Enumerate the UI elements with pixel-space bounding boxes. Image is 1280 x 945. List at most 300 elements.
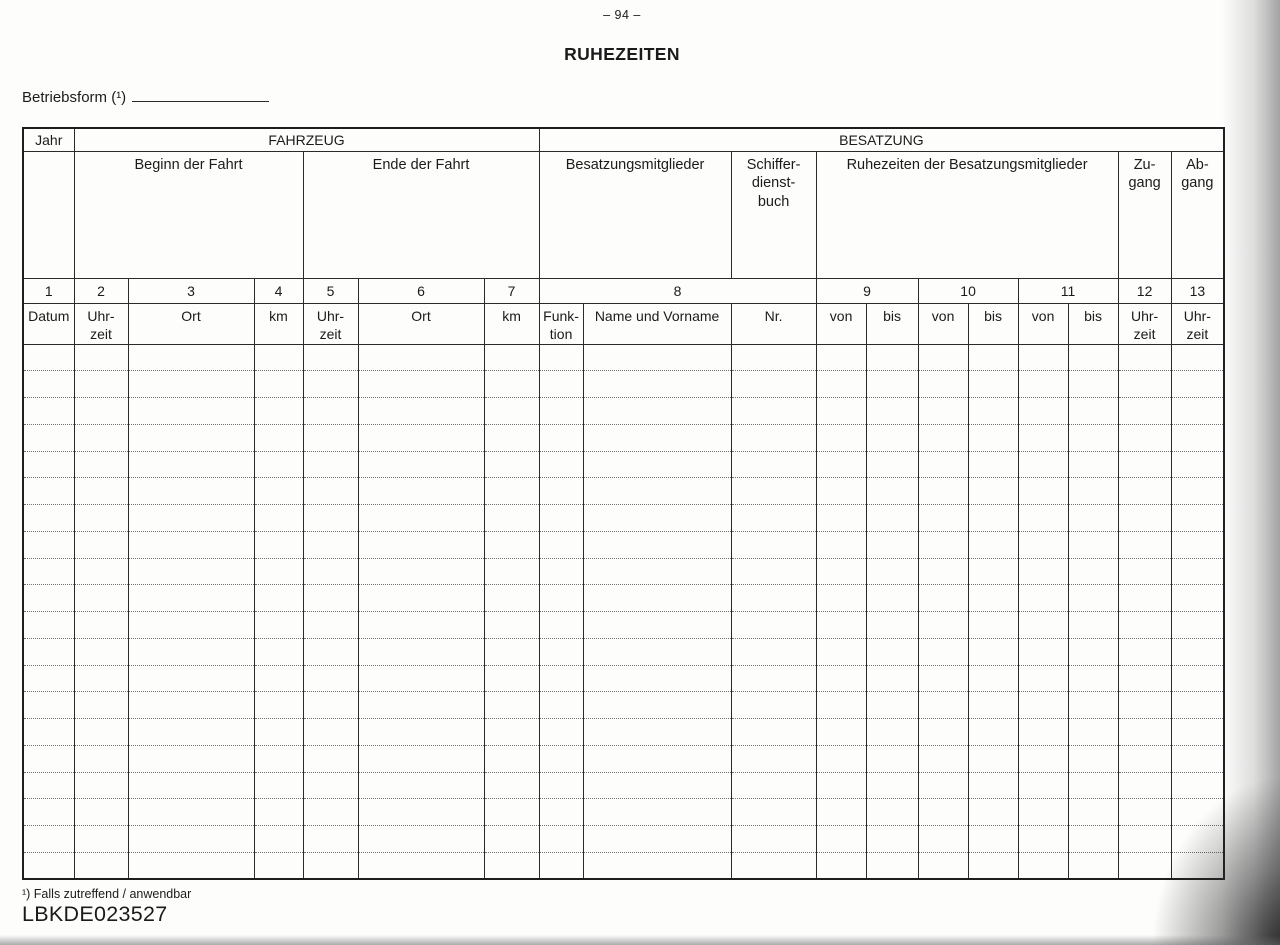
table-cell xyxy=(731,585,816,612)
table-cell xyxy=(731,558,816,585)
table-cell xyxy=(74,719,128,746)
table-cell xyxy=(1018,745,1068,772)
table-cell xyxy=(1171,612,1224,639)
table-cell xyxy=(1118,638,1171,665)
table-cell xyxy=(731,505,816,532)
column-number: 5 xyxy=(303,278,358,303)
table-cell xyxy=(254,398,303,425)
table-row xyxy=(23,612,1224,639)
table-cell xyxy=(866,558,918,585)
column-label: Nr. xyxy=(731,303,816,344)
table-cell xyxy=(583,692,731,719)
table-cell xyxy=(358,826,484,853)
table-cell xyxy=(583,398,731,425)
table-cell xyxy=(539,826,583,853)
table-cell xyxy=(731,398,816,425)
column-label: Uhr- zeit xyxy=(303,303,358,344)
table-cell xyxy=(128,852,254,879)
table-cell xyxy=(731,665,816,692)
table-cell xyxy=(1068,558,1118,585)
table-cell xyxy=(1171,665,1224,692)
table-cell xyxy=(1118,558,1171,585)
table-row xyxy=(23,531,1224,558)
table-cell xyxy=(918,558,968,585)
table-row xyxy=(23,478,1224,505)
table-cell xyxy=(539,612,583,639)
table-cell xyxy=(128,424,254,451)
table-cell xyxy=(1118,585,1171,612)
table-cell xyxy=(484,451,539,478)
table-cell xyxy=(358,478,484,505)
table-cell xyxy=(816,451,866,478)
table-cell xyxy=(968,478,1018,505)
table-cell xyxy=(968,531,1018,558)
table-cell xyxy=(74,665,128,692)
table-cell xyxy=(303,558,358,585)
table-cell xyxy=(23,398,74,425)
table-cell xyxy=(74,692,128,719)
table-cell xyxy=(484,612,539,639)
table-cell xyxy=(1171,799,1224,826)
table-cell xyxy=(1171,505,1224,532)
table-cell xyxy=(816,745,866,772)
table-cell xyxy=(918,424,968,451)
table-cell xyxy=(816,852,866,879)
table-cell xyxy=(1118,612,1171,639)
table-cell xyxy=(1171,638,1224,665)
table-cell xyxy=(1171,719,1224,746)
table-cell xyxy=(918,478,968,505)
table-cell xyxy=(866,398,918,425)
table-cell xyxy=(583,531,731,558)
table-row xyxy=(23,558,1224,585)
table-cell xyxy=(1018,585,1068,612)
table-cell xyxy=(23,424,74,451)
table-row xyxy=(23,638,1224,665)
table-cell xyxy=(816,398,866,425)
table-cell xyxy=(539,799,583,826)
table-cell xyxy=(731,745,816,772)
table-cell xyxy=(23,585,74,612)
table-cell xyxy=(968,852,1018,879)
table-cell xyxy=(1068,638,1118,665)
column-number: 7 xyxy=(484,278,539,303)
table-cell xyxy=(866,478,918,505)
table-cell xyxy=(1068,451,1118,478)
table-cell xyxy=(539,585,583,612)
column-label: von xyxy=(816,303,866,344)
table-cell xyxy=(23,612,74,639)
table-cell xyxy=(816,692,866,719)
table-cell xyxy=(583,719,731,746)
column-label: von xyxy=(1018,303,1068,344)
table-cell xyxy=(74,531,128,558)
table-cell xyxy=(254,826,303,853)
table-cell xyxy=(731,799,816,826)
table-cell xyxy=(539,852,583,879)
table-cell xyxy=(1068,745,1118,772)
table-cell xyxy=(539,424,583,451)
betriebsform-row xyxy=(22,88,269,106)
table-cell xyxy=(74,745,128,772)
table-cell xyxy=(816,344,866,371)
table-cell xyxy=(968,826,1018,853)
table-cell xyxy=(583,665,731,692)
table-cell xyxy=(816,558,866,585)
betriebsform-label: Betriebsform (¹) xyxy=(22,89,127,106)
table-cell xyxy=(1118,398,1171,425)
table-cell xyxy=(866,344,918,371)
table-cell xyxy=(816,772,866,799)
table-cell xyxy=(128,585,254,612)
table-cell xyxy=(484,772,539,799)
table-cell xyxy=(583,826,731,853)
table-cell xyxy=(254,638,303,665)
table-cell xyxy=(968,451,1018,478)
table-cell xyxy=(731,826,816,853)
table-cell xyxy=(74,638,128,665)
table-cell xyxy=(254,371,303,398)
table-cell xyxy=(358,585,484,612)
table-cell xyxy=(23,371,74,398)
table-cell xyxy=(74,371,128,398)
table-cell xyxy=(583,772,731,799)
column-number: 13 xyxy=(1171,278,1224,303)
table-cell xyxy=(128,612,254,639)
table-cell xyxy=(866,371,918,398)
table-cell xyxy=(358,852,484,879)
page-title: RUHEZEITEN xyxy=(564,44,680,64)
table-cell xyxy=(254,478,303,505)
table-cell xyxy=(866,638,918,665)
table-cell xyxy=(918,638,968,665)
table-cell xyxy=(254,424,303,451)
column-label-row xyxy=(23,303,1224,344)
header-schifferdienstbuch: Schiffer- dienst- buch xyxy=(731,151,816,278)
table-cell xyxy=(303,612,358,639)
table-cell xyxy=(23,745,74,772)
table-cell xyxy=(968,692,1018,719)
table-cell xyxy=(1018,371,1068,398)
column-number: 12 xyxy=(1118,278,1171,303)
table-cell xyxy=(968,371,1018,398)
column-label: km xyxy=(254,303,303,344)
table-cell xyxy=(1171,745,1224,772)
table-cell xyxy=(484,424,539,451)
table-cell xyxy=(484,799,539,826)
table-row xyxy=(23,745,1224,772)
table-cell xyxy=(358,558,484,585)
table-cell xyxy=(74,478,128,505)
table-cell xyxy=(1171,344,1224,371)
table-cell xyxy=(74,772,128,799)
table-cell xyxy=(1018,852,1068,879)
table-cell xyxy=(484,692,539,719)
table-cell xyxy=(74,505,128,532)
column-label: Ort xyxy=(358,303,484,344)
table-cell xyxy=(1118,719,1171,746)
table-cell xyxy=(1118,478,1171,505)
table-cell xyxy=(816,371,866,398)
table-cell xyxy=(74,558,128,585)
table-cell xyxy=(583,424,731,451)
table-cell xyxy=(866,612,918,639)
table-cell xyxy=(731,451,816,478)
table-cell xyxy=(731,371,816,398)
table-cell xyxy=(539,692,583,719)
table-cell xyxy=(23,692,74,719)
table-cell xyxy=(1018,772,1068,799)
table-cell xyxy=(866,772,918,799)
table-cell xyxy=(1068,478,1118,505)
column-number-row xyxy=(23,278,1224,303)
column-number: 11 xyxy=(1018,278,1118,303)
table-cell xyxy=(1171,451,1224,478)
table-cell xyxy=(539,344,583,371)
table-cell xyxy=(358,719,484,746)
table-cell xyxy=(731,478,816,505)
header-besatzung: BESATZUNG xyxy=(539,128,1224,151)
table-cell xyxy=(484,665,539,692)
table-cell xyxy=(254,692,303,719)
table-cell xyxy=(23,772,74,799)
table-cell xyxy=(358,344,484,371)
table-cell xyxy=(1118,745,1171,772)
table-cell xyxy=(358,772,484,799)
table-cell xyxy=(303,531,358,558)
column-label: bis xyxy=(968,303,1018,344)
table-cell xyxy=(1018,505,1068,532)
table-cell xyxy=(731,719,816,746)
table-cell xyxy=(583,478,731,505)
table-cell xyxy=(128,505,254,532)
table-cell xyxy=(358,371,484,398)
table-cell xyxy=(254,531,303,558)
table-cell xyxy=(254,799,303,826)
table-cell xyxy=(1118,344,1171,371)
table-cell xyxy=(74,585,128,612)
column-number: 8 xyxy=(539,278,816,303)
table-cell xyxy=(1118,451,1171,478)
table-cell xyxy=(968,558,1018,585)
table-row xyxy=(23,852,1224,879)
table-row xyxy=(23,826,1224,853)
table-cell xyxy=(918,799,968,826)
table-cell xyxy=(128,745,254,772)
table-cell xyxy=(128,558,254,585)
table-cell xyxy=(1068,531,1118,558)
betriebsform-blank-line xyxy=(132,88,269,102)
column-label: Ort xyxy=(128,303,254,344)
table-row xyxy=(23,585,1224,612)
column-label: bis xyxy=(1068,303,1118,344)
table-cell xyxy=(968,612,1018,639)
table-cell xyxy=(866,424,918,451)
table-cell xyxy=(539,638,583,665)
table-row xyxy=(23,398,1224,425)
group-header-row xyxy=(23,128,1224,151)
table-cell xyxy=(484,344,539,371)
table-cell xyxy=(539,719,583,746)
table-cell xyxy=(358,451,484,478)
table-cell xyxy=(1068,826,1118,853)
table-cell xyxy=(1068,852,1118,879)
table-cell xyxy=(918,745,968,772)
header-jahr: Jahr xyxy=(23,128,74,151)
table-cell xyxy=(968,745,1018,772)
table-cell xyxy=(918,826,968,853)
footnote: ¹) Falls zutreffend / anwendbar xyxy=(22,887,192,901)
table-cell xyxy=(918,371,968,398)
table-cell xyxy=(254,772,303,799)
table-cell xyxy=(539,371,583,398)
table-cell xyxy=(303,638,358,665)
table-cell xyxy=(358,424,484,451)
table-cell xyxy=(816,424,866,451)
table-cell xyxy=(866,852,918,879)
table-cell xyxy=(23,719,74,746)
table-cell xyxy=(731,772,816,799)
table-cell xyxy=(1018,531,1068,558)
table-cell xyxy=(303,371,358,398)
table-row xyxy=(23,505,1224,532)
table-cell xyxy=(1118,826,1171,853)
table-cell xyxy=(303,692,358,719)
table-cell xyxy=(128,692,254,719)
table-cell xyxy=(1068,612,1118,639)
table-cell xyxy=(128,799,254,826)
table-cell xyxy=(539,558,583,585)
column-label: km xyxy=(484,303,539,344)
table-cell xyxy=(74,826,128,853)
table-cell xyxy=(1171,558,1224,585)
table-cell xyxy=(74,344,128,371)
column-number: 1 xyxy=(23,278,74,303)
table-cell xyxy=(74,799,128,826)
table-cell xyxy=(816,665,866,692)
table-cell xyxy=(968,344,1018,371)
table-cell xyxy=(968,772,1018,799)
table-cell xyxy=(484,638,539,665)
table-cell xyxy=(23,799,74,826)
table-cell xyxy=(128,478,254,505)
table-cell xyxy=(1068,505,1118,532)
ruhezeiten-table xyxy=(22,127,1225,880)
table-cell xyxy=(1018,665,1068,692)
table-cell xyxy=(1068,585,1118,612)
table-row xyxy=(23,665,1224,692)
header-ruhezeiten: Ruhezeiten der Besatzungsmitglieder xyxy=(816,151,1118,278)
table-cell xyxy=(1018,558,1068,585)
column-label: von xyxy=(918,303,968,344)
header-jahr-spacer xyxy=(23,151,74,278)
table-cell xyxy=(128,772,254,799)
table-cell xyxy=(816,638,866,665)
table-cell xyxy=(1118,665,1171,692)
column-label: Uhr- zeit xyxy=(1118,303,1171,344)
table-cell xyxy=(23,505,74,532)
column-label: Datum xyxy=(23,303,74,344)
table-cell xyxy=(303,505,358,532)
table-cell xyxy=(74,612,128,639)
table-cell xyxy=(539,505,583,532)
table-cell xyxy=(539,398,583,425)
table-cell xyxy=(1018,424,1068,451)
column-label: Name und Vorname xyxy=(583,303,731,344)
table-cell xyxy=(484,852,539,879)
table-cell xyxy=(539,478,583,505)
table-cell xyxy=(128,665,254,692)
table-cell xyxy=(1018,398,1068,425)
table-cell xyxy=(1068,799,1118,826)
table-cell xyxy=(484,398,539,425)
column-label: bis xyxy=(866,303,918,344)
table-cell xyxy=(731,344,816,371)
table-cell xyxy=(1018,638,1068,665)
table-cell xyxy=(731,692,816,719)
table-cell xyxy=(358,799,484,826)
table-cell xyxy=(128,719,254,746)
table-cell xyxy=(254,505,303,532)
table-cell xyxy=(23,826,74,853)
header-beginn-der-fahrt: Beginn der Fahrt xyxy=(74,151,303,278)
table-cell xyxy=(484,531,539,558)
table-row xyxy=(23,772,1224,799)
table-cell xyxy=(1068,719,1118,746)
table-cell xyxy=(816,531,866,558)
table-cell xyxy=(968,585,1018,612)
table-cell xyxy=(968,638,1018,665)
table-cell xyxy=(866,451,918,478)
table-cell xyxy=(358,665,484,692)
table-cell xyxy=(254,852,303,879)
column-number: 3 xyxy=(128,278,254,303)
table-cell xyxy=(731,531,816,558)
table-cell xyxy=(866,531,918,558)
table-cell xyxy=(866,745,918,772)
column-number: 9 xyxy=(816,278,918,303)
table-cell xyxy=(358,692,484,719)
table-cell xyxy=(1118,371,1171,398)
table-cell xyxy=(303,344,358,371)
table-cell xyxy=(539,772,583,799)
table-cell xyxy=(128,826,254,853)
table-cell xyxy=(74,451,128,478)
table-cell xyxy=(1118,424,1171,451)
table-cell xyxy=(128,398,254,425)
table-cell xyxy=(254,344,303,371)
table-cell xyxy=(816,826,866,853)
table-cell xyxy=(968,398,1018,425)
table-cell xyxy=(303,398,358,425)
table-cell xyxy=(1171,424,1224,451)
table-cell xyxy=(358,505,484,532)
table-cell xyxy=(1171,772,1224,799)
table-cell xyxy=(1171,371,1224,398)
table-cell xyxy=(358,745,484,772)
table-cell xyxy=(358,531,484,558)
section-header-row xyxy=(23,151,1224,278)
table-cell xyxy=(128,451,254,478)
table-cell xyxy=(1171,692,1224,719)
table-cell xyxy=(484,719,539,746)
table-cell xyxy=(1018,478,1068,505)
table-cell xyxy=(816,478,866,505)
header-ende-der-fahrt: Ende der Fahrt xyxy=(303,151,539,278)
header-abgang: Ab- gang xyxy=(1171,151,1224,278)
table-cell xyxy=(539,665,583,692)
table-cell xyxy=(484,478,539,505)
